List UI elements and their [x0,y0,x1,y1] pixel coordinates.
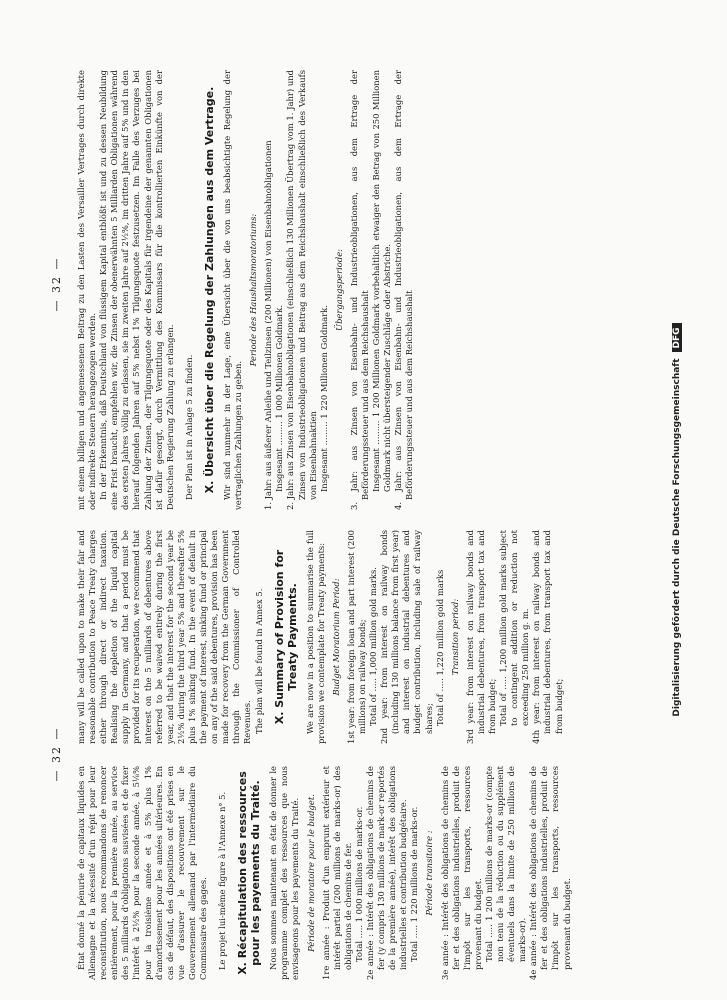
year-item: 3rd year: from interest on railway bonds and industrial debentures, from transport tax and from budget; [464,530,497,744]
year-item: 3. Jahr: aus Zinsen von Eisenbahn- und Industrieobligationen, aus dem Ertrage der Beförderungssteuer und aus dem Reichshaushalt [348,70,370,510]
year-item: 2. Jahr: aus Zinsen von Eisenbahnobligationen (einschließlich 130 Millionen Übertrag vom 1. Jahr) und Zinsen von Industrieobligationen und Beitrag aus dem Reichshaushalt einschließlich des Verkaufs von Eisenbahnaktien [285,70,318,510]
paragraph: Nous sommes maintenant en état de donner le programme complet des ressources que nous envisageons pour les payements du Traité. [268,766,301,980]
year-item: 2nd year: from interest on railway bonds (including 130 millions balance from first year) and interest on industrial debentures and budget contribution, including sale of railway shares; [379,530,434,744]
section-heading: X. Récapitulation des ressources pour les payements du Traité. [236,771,263,975]
year-item: 3e année : Intérêt des obligations de chemins de fer et des obligations industrielles, produit de l'impôt sur les transports, ressources provenant du budget. [439,766,483,980]
total-line: Insgesamt ......... 1 220 Millionen Goldmark. [318,304,329,492]
period-label: Période de moratoire pour le budget. [305,794,316,952]
total-line: Total of ..... 1,000 million gold marks. [368,567,379,726]
year-item: 1st year: from foreign loan and part interest (200 millions) on railway bonds; [345,530,367,744]
dfg-logo: DFG [672,323,682,352]
annex-note: Der Plan ist in Anlage 5 zu finden. [183,354,194,500]
year-item: 4. Jahr: aus Zinsen von Eisenbahn- und Industrieobligationen, aus dem Ertrage der Beförderungssteuer und aus dem Reichshaushalt [393,70,415,510]
total-line: Total ..... 1 000 millions de marks-or. [353,806,364,962]
period-label: Übergangsperiode: [333,249,344,331]
total-line: Insgesamt ......... 1 000 Millionen Goldmark. [274,304,285,492]
period-label: Periode des Haushaltsmoratoriums: [248,213,259,367]
left-page [50,528,690,980]
total-line: Total of ..... 1,200 million gold marks subject to contingent addition or reduction not exceeding 250 million g. m. [498,530,531,726]
digitization-footer [672,60,682,980]
year-item: 1re année : Produit d'un emprunt extérieur et intérêt partiel (200 millions de marks-or) des obligations de chemins de fer. [320,766,353,980]
paragraph: We are now in a position to summarise the full provision we contemplate for Treaty payments: [304,530,326,744]
german-column [76,70,415,510]
annex-note: The plan will be found in Annex 5. [253,588,264,734]
right-page [50,58,690,510]
section-heading: X. Übersicht über die Regelung der Zahlungen aus dem Vertrage. [202,86,216,494]
paragraph: mit einem billigen und angemessenen Beitrag zu den Lasten des Versailler Vertrages durch direkte oder indirekte Steuern herangezogen werden. [76,70,98,510]
period-label: Période transitoire : [424,830,435,916]
total-line: Total ..... 1 200 millions de marks-or (compte non tenu de la réduction ou du supplément éventuels dans la limite de 250 millions de marks-or). [483,766,528,962]
period-label: Transition period: [449,598,460,676]
scanned-page-spread [50,60,690,980]
english-column [76,530,565,744]
year-item: 1. Jahr: aus äußerer Anleihe und Teilzinsen (200 Millionen) von Eisenbahnobligationen [263,140,274,510]
french-column [76,766,573,980]
page-number: — 32 — [50,726,63,782]
paragraph: État donné la pénurie de capitaux liquides en Allemagne et la nécessité d'un répit pour leur reconstitution, nous recommandons de renoncer entièrement, pour la première année, au service des 5 milliards d'obligations susvisées et de fixer l'intérêt à 2½% pour la seconde année, à 5⅛% pour la troisième année et à 5% plus 1% d'amortissement pour les années ultérieures. En cas de défaut, des dispositions ont été prises en vue d'assurer le recouvrement sur le Gouvernement allemand par l'intermédiaire du Commissaire des gages. [76,766,209,980]
total-line: Total ..... 1 220 millions de marks-or. [409,806,420,962]
paragraph: many will be called upon to make their fair and reasonable contribution to Peace Treaty charges either through direct or indirect taxation. Realising the depletion of the liquid capital supply in Germany, and that a period must be provided for its recuperation, we recommend that interest on the 5 milliards of debentures above referred to be waived entirely during the first year, and that the interest for the second year be 2½% during the third year 5% and thereafter 5% plus 1% sinking fund. In the event of default in the payment of interest, sinking fund or principal on any of the said debentures, provision has been made for recovery from the German Government through the Commissioner of Controlled Revenues. [76,530,253,744]
footer-text: Digitalisierung gefördert durch die Deutsche Forschungsgemeinschaft [672,358,682,717]
year-item: 4e année : Intérêt des obligations de chemins de fer et des obligations industrielles, produit de l'impôt sur les transports, ressources provenant du budget. [528,766,572,980]
paragraph: In der Erkenntnis, daß Deutschland von flüssigem Kapital entblößt ist und zu dessen Neubildung eine Frist braucht, empfehlen wir, die Zinsen der obenerwähnten 5 Milliarden Obligationen während des ersten Jahres völlig zu erlassen, sie im zweiten Jahre auf 2½%, im dritten Jahre auf 5% und in den hierauf folgenden Jahren auf 5% nebst 1% Tilgungsquote festzusetzen. Im Falle des Verzuges bei Zahlung der Zinsen, der Tilgungsquote oder des Kapitals für irgendeine der genannten Obligationen ist dafür gesorgt, durch Vermittlung des Kommissars für die kontrollierten Einkünfte von der Deutschen Regierung Zahlung zu erlangen. [98,70,175,510]
year-item: 2e année : Intérêt des obligations de chemins de fer (y compris 130 millions de mark-or reportés de la première année), intérêt des obligations industrielles et contribution budgétaire. [364,766,409,980]
total-line: Insgesamt ......... 1 200 Millionen Goldmark vorbehaltlich etwaiger den Betrag von 250 Millionen Goldmark nicht übersteigender Zuschläge oder Abstriche. [371,70,393,492]
year-item: 4th year: from interest on railway bonds and industrial debentures, from transport tax and from budget; [531,530,564,744]
total-line: Total of ..... 1,220 million gold marks [434,569,445,726]
period-label: Budget Moratorium Period: [330,578,341,696]
page-number: — 32 — [50,256,63,312]
annex-note: Le projet lui-même figure à l'Annexe n° 5. [217,791,228,970]
paragraph: Wir sind nunmehr in der Lage, eine Übersicht über die von uns beabsichtigte Regelung der vertraglichen Zahlungen zu geben. [221,70,244,510]
section-heading: X. Summary of Provision for Treaty Payments. [272,549,299,725]
